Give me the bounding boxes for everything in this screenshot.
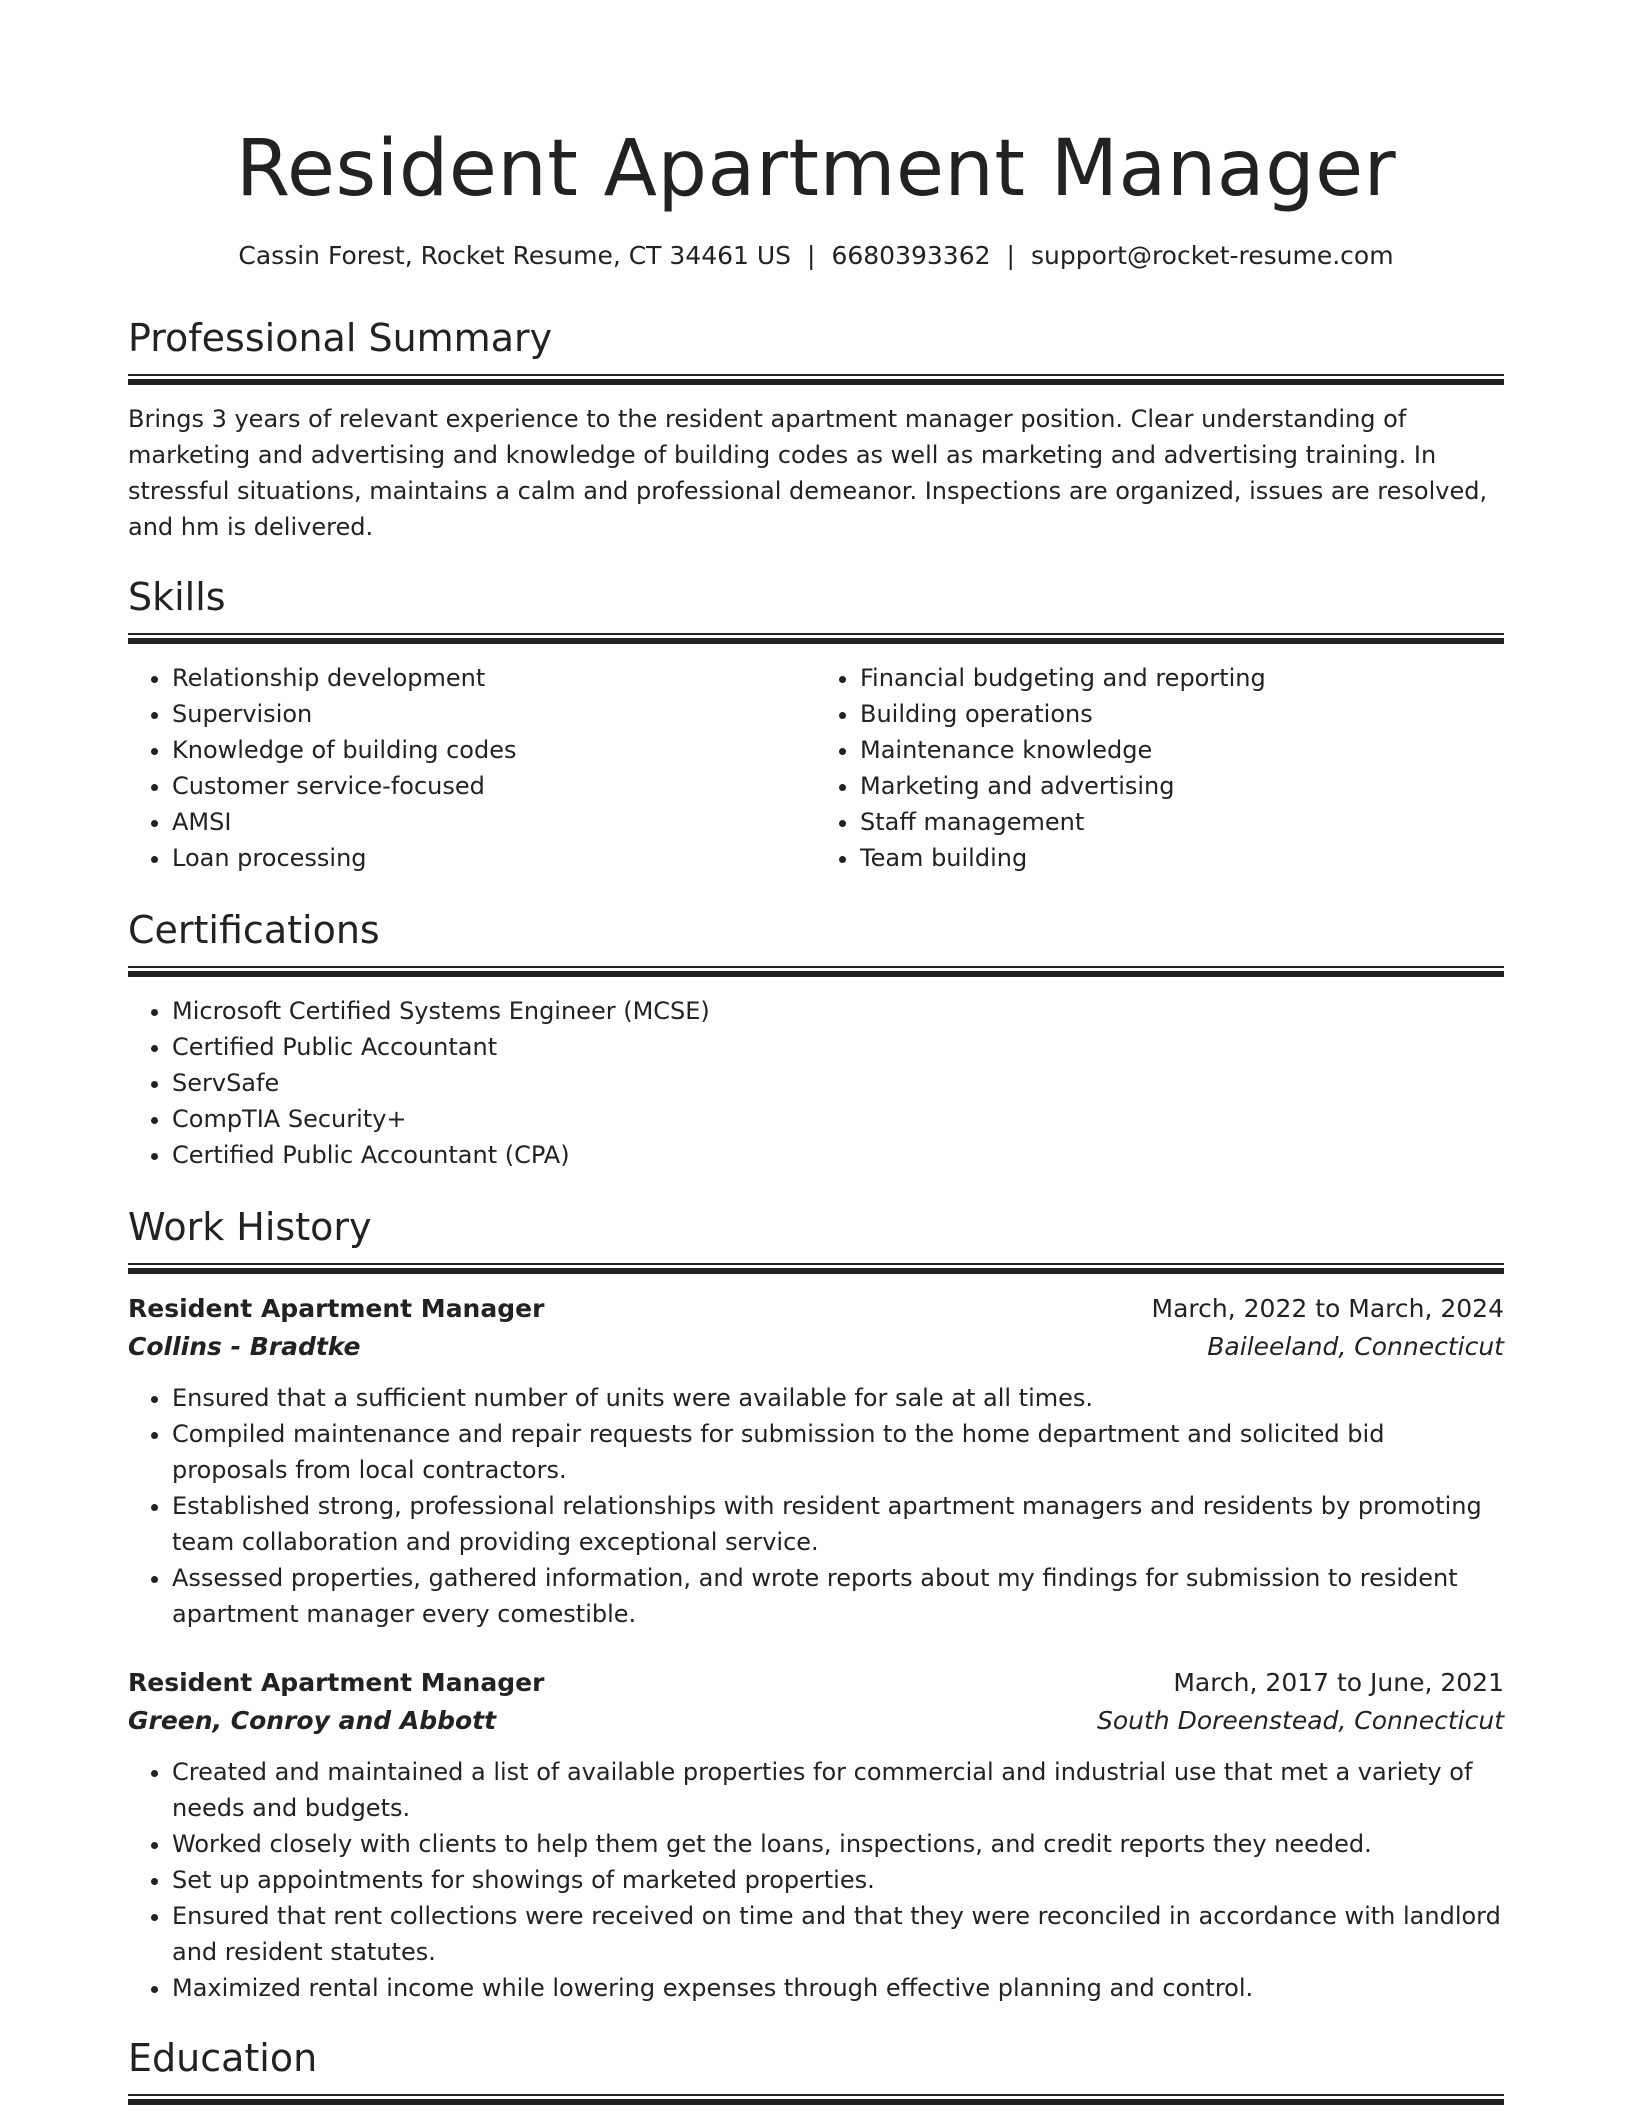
job-location: Baileeland, Connecticut [1207,1332,1504,1361]
job-header [128,1664,1504,1702]
section-divider [128,2094,1504,2105]
skill-item: • Marketing and advertising [860,768,1504,804]
certification-item: • ServSafe [172,1065,1504,1101]
resume-name: Resident Apartment Manager [235,124,1397,214]
contact-address: Cassin Forest, Rocket Resume, CT 34461 US [238,241,792,270]
section-title-education: Education [128,2036,318,2080]
certification-item: • Certified Public Accountant (CPA) [172,1137,1504,1173]
section-title-skills: Skills [128,575,226,619]
job-bullet: • Set up appointments for showings of marketed properties. [172,1862,1504,1898]
job-company: Collins - Bradtke [128,1332,361,1361]
job-dates: March, 2022 to March, 2024 [1151,1294,1504,1323]
job-dates: March, 2017 to June, 2021 [1173,1668,1504,1697]
job-bullets [128,1754,1504,2006]
section-divider [128,374,1504,385]
job-entry [128,1290,1504,1632]
job-subheader [128,1702,1504,1740]
certification-item: • CompTIA Security+ [172,1101,1504,1137]
certification-item: • Certified Public Accountant [172,1029,1504,1065]
skill-item: • Team building [860,840,1504,876]
skills-section [128,571,1504,876]
summary-section [128,312,1504,545]
section-divider [128,966,1504,977]
job-company: Green, Conroy and Abbott [128,1706,497,1735]
certifications-list [128,993,1504,1173]
skill-item: • Staff management [860,804,1504,840]
skill-item: • Relationship development [172,660,816,696]
work-section [128,1201,1504,2006]
job-bullet: • Compiled maintenance and repair requests for submission to the home department and solicited bid proposals from local contractors. [172,1416,1504,1488]
skills-grid [128,660,1504,876]
contact-line [128,238,1504,274]
job-bullet: • Ensured that a sufficient number of units were available for sale at all times. [172,1380,1504,1416]
resume-page [128,0,1504,2105]
section-title-work: Work History [128,1205,372,1249]
job-bullets [128,1380,1504,1632]
certification-item: • Microsoft Certified Systems Engineer (MCSE) [172,993,1504,1029]
skill-item: • AMSI [172,804,816,840]
contact-separator: | [807,241,816,270]
section-title-certifications: Certifications [128,908,380,952]
job-location: South Doreenstead, Connecticut [1096,1706,1504,1735]
contact-separator: | [1006,241,1015,270]
contact-email[interactable]: support@rocket-resume.com [1030,241,1394,270]
summary-text: Brings 3 years of relevant experience to the resident apartment manager position. Clear understanding of marketing and advertising and knowledge of building codes as well as marketing and advertising training. In stressful situations, maintains a calm and professional demeanor. Inspections are organized, issues are resolved, and hm is delivered. [128,405,1488,541]
job-entry [128,1664,1504,2006]
job-subheader [128,1328,1504,1366]
job-title: Resident Apartment Manager [128,1294,545,1323]
skill-item: • Maintenance knowledge [860,732,1504,768]
skill-item: • Customer service-focused [172,768,816,804]
certifications-section [128,904,1504,1173]
skill-item: • Building operations [860,696,1504,732]
contact-phone: 6680393362 [831,241,991,270]
job-title: Resident Apartment Manager [128,1668,545,1697]
skill-item: • Loan processing [172,840,816,876]
job-bullet: • Created and maintained a list of available properties for commercial and industrial use that met a variety of needs and budgets. [172,1754,1504,1826]
job-bullet: • Ensured that rent collections were received on time and that they were reconciled in accordance with landlord and resident statutes. [172,1898,1504,1970]
job-bullet: • Assessed properties, gathered information, and wrote reports about my findings for submission to resident apartment manager every comestible. [172,1560,1504,1632]
education-section [128,2032,1504,2105]
section-title-summary: Professional Summary [128,316,553,360]
skill-item: • Financial budgeting and reporting [860,660,1504,696]
job-bullet: • Worked closely with clients to help them get the loans, inspections, and credit reports they needed. [172,1826,1504,1862]
skills-list-right [816,660,1504,876]
job-header [128,1290,1504,1328]
section-divider [128,1263,1504,1274]
job-bullet: • Maximized rental income while lowering expenses through effective planning and control. [172,1970,1504,2006]
job-bullet: • Established strong, professional relationships with resident apartment managers and residents by promoting team collaboration and providing exceptional service. [172,1488,1504,1560]
skill-item: • Supervision [172,696,816,732]
skill-item: • Knowledge of building codes [172,732,816,768]
section-divider [128,633,1504,644]
skills-list-left [128,660,816,876]
